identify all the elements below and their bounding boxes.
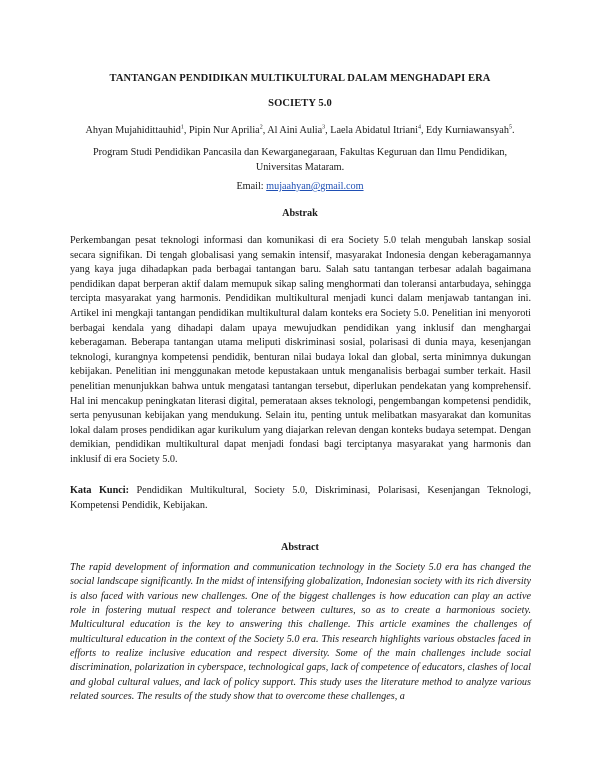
keywords-label: Kata Kunci:: [70, 485, 129, 496]
author-mark: 3: [322, 124, 326, 131]
author-mark: 1: [180, 124, 184, 131]
abstract-en-body: The rapid development of information and communication technology in the Society 5.0 era has changed the social landscape significantly. In the midst of intensifying globalization, Indonesian society with its rich diversity is also faced with various new challenges. One of the biggest challenges is how education can play an active role in fostering mutual respect and tolerance between cultures, so as to create a harmonious society. Multicultural education is the key to answering this challenge. This article examines the challenges of multicultural education in the context of the Society 5.0 era. This research highlights various obstacles faced in efforts to realize inclusive education and respect diversity. Some of the main challenges include social discrimination, polarization in cyberspace, technological gaps, lack of competence of educators, clashes of local and global cultural values, and lack of policy support. This study uses the literature method to analyze various related sources. The results of the study show that to overcome these challenges, a: [70, 562, 531, 703]
author-mark: 5: [508, 124, 512, 131]
paper-title: [60, 66, 540, 116]
author-name: Edy Kurniawansyah: [426, 125, 509, 136]
abstract-id-heading: Abstrak: [282, 208, 318, 219]
title-line-1: TANTANGAN PENDIDIKAN MULTIKULTURAL DALAM MENGHADAPI ERA: [109, 73, 491, 84]
email-link[interactable]: mujaahyan@gmail.com: [266, 181, 364, 192]
contact-email: [60, 180, 540, 193]
author-list: Ahyan Mujahidittauhid$^1$, Pipin Nur Aprilia$^2$, Al Aini Aulia$^3$, Laela Abidatul Itriani$^4$, Edy Kurniawansyah$^5$.: [85, 124, 515, 136]
author-name: Laela Abidatul Itriani: [330, 125, 418, 136]
author-name: Pipin Nur Aprilia: [188, 125, 260, 136]
affiliation: Program Studi Pendidikan Pancasila dan Kewarganegaraan, Fakultas Keguruan dan Ilmu Pendidikan, Universitas Mataram.: [92, 147, 507, 173]
author-mark: 2: [259, 124, 263, 131]
keywords: [70, 484, 531, 513]
abstract-id-body: Perkembangan pesat teknologi informasi dan komunikasi di era Society 5.0 telah mengubah lanskap sosial secara signifikan. Di tengah globalisasi yang semakin intensif, masyarakat Indonesia dengan keberagamannya yang kaya juga dihadapkan pada berbagai tantangan baru. Salah satu tantangan terbesar adalah bagaimana pendidikan dapat berperan aktif dalam memupuk sikap saling menghormati dan toleransi antarbudaya, sehingga tercipta masyarakat yang harmonis. Pendidikan multikultural menjadi kunci dalam menjawab tantangan ini. Artikel ini mengkaji tantangan pendidikan multikultural dalam konteks era Society 5.0. Penelitian ini menyoroti berbagai kendala yang dihadapi dalam upaya mewujudkan pendidikan yang inklusif dan menghargai keberagaman. Beberapa tantangan utama meliputi diskriminasi sosial, polarisasi di dunia maya, kesenjangan teknologi, kurangnya kompetensi pendidik, benturan nilai budaya lokal dan global, serta minimnya dukungan kebijakan. Penelitian ini menggunakan metode kepustakaan untuk menganalisis berbagai sumber terkait. Hasil penelitian menunjukkan bahwa untuk mengatasi tantangan tersebut, diperlukan pendekatan yang komprehensif. Hal ini mencakup peningkatan literasi digital, pemerataan akses teknologi, pengembangan kompetensi pendidik, serta penyusunan kebijakan yang mendukung. Selain itu, penting untuk melibatkan masyarakat dan komunitas lokal dalam proses pendidikan agar kurikulum yang diajarkan relevan dengan konteks budaya setempat. Dengan demikian, pendidikan multikultural dapat menjadi fondasi bagi terciptanya masyarakat yang harmonis dan inklusif di era Society 5.0.: [70, 235, 531, 465]
keywords-text: Pendidikan Multikultural, Society 5.0, Diskriminasi, Polarisasi, Kesenjangan Teknologi, Kompetensi Pendidik, Kebijakan.: [70, 485, 531, 511]
title-line-2: SOCIETY 5.0: [268, 98, 332, 109]
author-name: Ahyan Mujahidittauhid: [85, 125, 181, 136]
abstract-en-heading: Abstract: [281, 542, 319, 553]
email-label: Email:: [236, 181, 264, 192]
author-name: Al Aini Aulia: [267, 125, 323, 136]
author-mark: 4: [417, 124, 421, 131]
